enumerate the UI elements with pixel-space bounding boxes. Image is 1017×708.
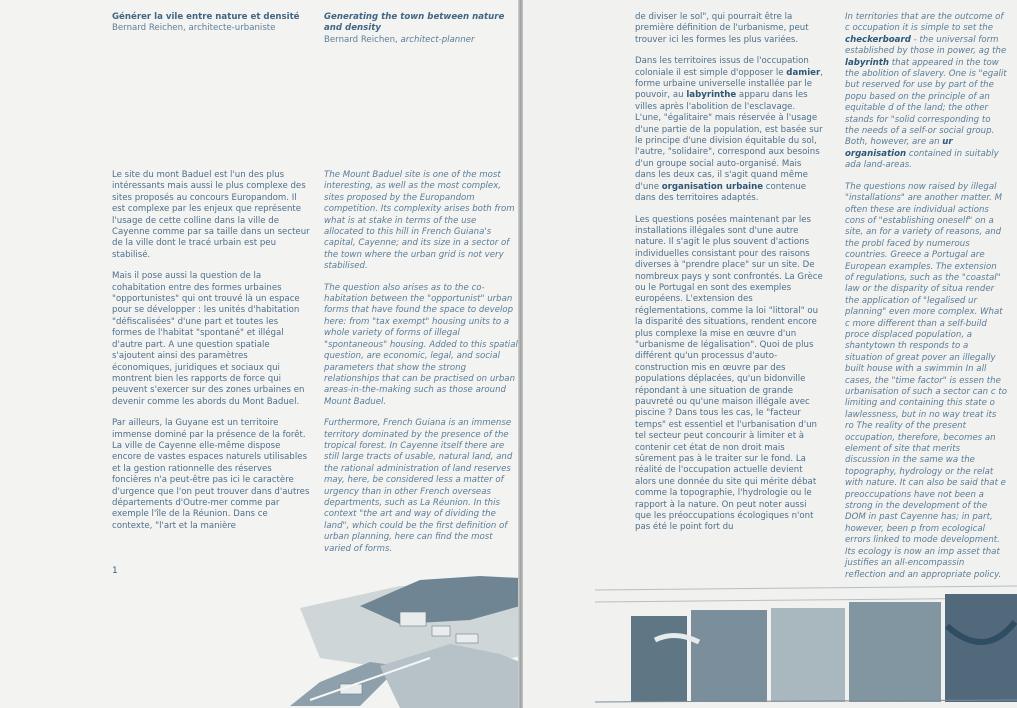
building-block (456, 634, 478, 643)
keyword-checkerboard: checkerboard (845, 34, 911, 45)
housing-photo-illustration (595, 582, 1017, 708)
aerial-site-illustration (280, 566, 520, 708)
en-column-left (324, 170, 518, 565)
building-block (400, 612, 426, 626)
keyword-damier: damier (786, 67, 821, 78)
keyword-labyrinthe: labyrinthe (686, 90, 737, 101)
en-paragraph-2: The question also arises as to the co-habitation between the "opportunist" urban forms that have found the space to develop here: from "tax exempt" housing units to a whole variety of forms of illegal "spontaneous" housing. Added to this spatial question, are economic, legal, and social parameters that show the strong relationships that can be practised on urban areas-in-the-making such as those around Mount Baduel. (324, 282, 518, 407)
en-column-right (845, 12, 1007, 591)
fr-right-paragraph-1: de diviser le sol", qui pourrait être la première définition de l'urbanisme, peut trouver ici les formes les plus variées. (635, 12, 809, 45)
shelter-wall (691, 610, 767, 702)
fr-author: Bernard Reichen, architecte-urbaniste (112, 23, 276, 34)
fr-paragraph-2: Mais il pose aussi la question de la cohabitation entre des formes urbaines "opportunistes" qui ont trouvé là un espace pour se développer : les unités d'habitation "défiscalisées" d'une part et toutes les formes de l'habitat "spontané" et illégal d'autre part. A une question spatiale s'ajoutent ainsi des paramètres économiques, juridiques et sociaux qui montrent bien les rapports de force qui peuvent s'exercer sur des zones urbaines en devenir comme les abords du Mont Baduel. (112, 271, 305, 407)
keyword-organisation: ur organisation (845, 137, 953, 159)
en-right-paragraph-1: In territories that are the outcome of c occupation it is simple to set the checkerboard - the universal form established by those in power, ag the labyrinth that appeared in the tow the abolition of slavery. One is "egalit but reserved for use by part of the popu based on the principle of an equitable d of the land; the other stands for "solid corresponding to the needs of a self-or social group. Both, however, are an ur organisation contained in suitably ada land-areas. (845, 12, 1007, 171)
timber-screen (849, 602, 941, 702)
fr-heading: Générer la vile entre nature et densité (112, 12, 300, 22)
fr-right-paragraph-3: Les questions posées maintenant par les installations illégales sont d'une autre nature. Il s'agit le plus souvent d'actions individuelles consistant pour des raisons diverses à "prendre place" sur un site. De nombreux pays y sont confrontés. La Grèce ou le Portugal en sont des exemples européens. L'extension des réglementations, comme la loi "littoral" ou la disparité des situations, rendent encore plus complexe la mise en œuvre d'un "urbanisme de légalisation". Quoi de plus différent qu'un processus d'auto-construction mis en œuvre par des populations déplacées, qu'un bidonville répondant à une situation de grande pauvreté ou qu'une maison illégale avec piscine ? Dans tous les cas, le "facteur temps" est essentiel et l'urbanisation d'un tel secteur peut concourir à limiter et à contenir cet état de non droit mais sûrement pas à le traiter sur le fond. La réalité de l'occupation actuelle devient alors une donnée du site qui mérite débat comme la topographie, l'hydrologie ou le rapport à la nature. On peut noter aussi que les préoccupations écologiques n'ont pas été le point fort du (635, 214, 823, 533)
right-page (523, 0, 1017, 708)
building-block (432, 626, 450, 636)
fr-paragraph-3: Par ailleurs, la Guyane est un territoire immense dominé par la présence de la forêt. La ville de Cayenne elle-même dispose encore de vastes espaces naturels utilisables et la gestion rationnelle des réserves foncières n'a peut-être pas ici le caractère d'urgence que l'on peut trouver dans d'autres départements d'Outre-mer comme par exemple l'île de la Réunion. Dans ce contexte, "l'art et la manière (112, 418, 310, 531)
fr-right-paragraph-2: Dans les territoires issus de l'occupation coloniale il est simple d'opposer le damier, forme urbaine universelle installée par le pouvoir, au labyrinthe apparu dans les villes après l'abolition de l'esclavage. L'une, "égalitaire" mais réservée à l'usage d'une partie de la population, est basée sur le principe d'une division équitable du sol, l'autre, "solidaire", correspond aux besoins d'un groupe social auto-organisé. Mais dans les deux cas, il s'agit quand même d'une organisation urbaine contenue dans des territoires adaptés. (635, 56, 823, 204)
timber-screen (771, 608, 845, 702)
fr-title-block (112, 12, 302, 35)
keyword-organisation-urbaine: organisation urbaine (661, 181, 764, 192)
en-heading-line-1: Generating the town between nature (324, 12, 505, 22)
fr-column-left (112, 170, 310, 542)
en-author-role: architect-planner (400, 34, 475, 45)
en-paragraph-1: The Mount Baduel site is one of the most interesting, as well as the most complex, sites proposed by the Europandom competition. Its complexity arises both from what is at stake in terms of the use allocated to this hill in French Guiana's capital, Cayenne; and its size in a sector of the town where the urban grid is not very stabilised. (324, 170, 515, 272)
shelter-wall (631, 616, 687, 702)
keyword-labyrinth: labyrinth (845, 57, 890, 68)
page-number: 1 (112, 566, 118, 576)
hammock-area (945, 594, 1017, 702)
en-paragraph-3: Furthermore, French Guiana is an immense territory dominated by the presence of the tropical forest. In Cayenne itself there are still large tracts of usable, natural land, and the rational administration of land reserves may, here, be considered less a matter of urgency than in other French overseas departments, such as La Réunion. In this context "the art and way of dividing the land", which could be the first definition of urban planning, here can find the most varied of forms. (324, 418, 513, 554)
fr-paragraph-1: Le site du mont Baduel est l'un des plus intéressants mais aussi le plus complexe des sites proposés au concours Europandom. Il est complexe par les enjeux que représente l'usage de cette colline dans la ville de Cayenne comme par sa taille dans un secteur de la ville dont le tracé urbain est peu stabilisé. (112, 170, 310, 260)
en-heading-line-2: and density (324, 23, 381, 34)
en-author-name: Bernard Reichen, (324, 34, 401, 45)
en-right-paragraph-2: The questions now raised by illegal "installations" are another matter. M often these are individual actions cons of "establishing oneself" on a site, an for a variety of reasons, and the probl faced by numerous countries. Greece a Portugal are European examples. The extension of regulations, such as the "coastal" law or the disparity of situa render the application of "legalised ur planning" even more complex. What c more different than a self-build proce displaced population, a shantytown th responds to a situation of great pover an illegally built house with a swimmin In all cases, the "time factor" is essen the urbanisation of such a sector can c to limiting and containing this state o lawlessness, but in no way treat its ro The reality of the present occupation, therefore, becomes an element of site that merits discussion in the same wa the topography, hydrology or the relat with nature. It can also be said that e preoccupations have not been a strong in the development of the DOM in past Cayenne has; in part, however, been p from ecological errors linked to mode development. Its ecology is now an imp asset that justifies an all-encompassin reflection and an appropriate policy. (845, 181, 1007, 580)
en-title-block (324, 12, 514, 46)
frame-line (595, 586, 1017, 590)
fr-column-right (635, 12, 823, 544)
